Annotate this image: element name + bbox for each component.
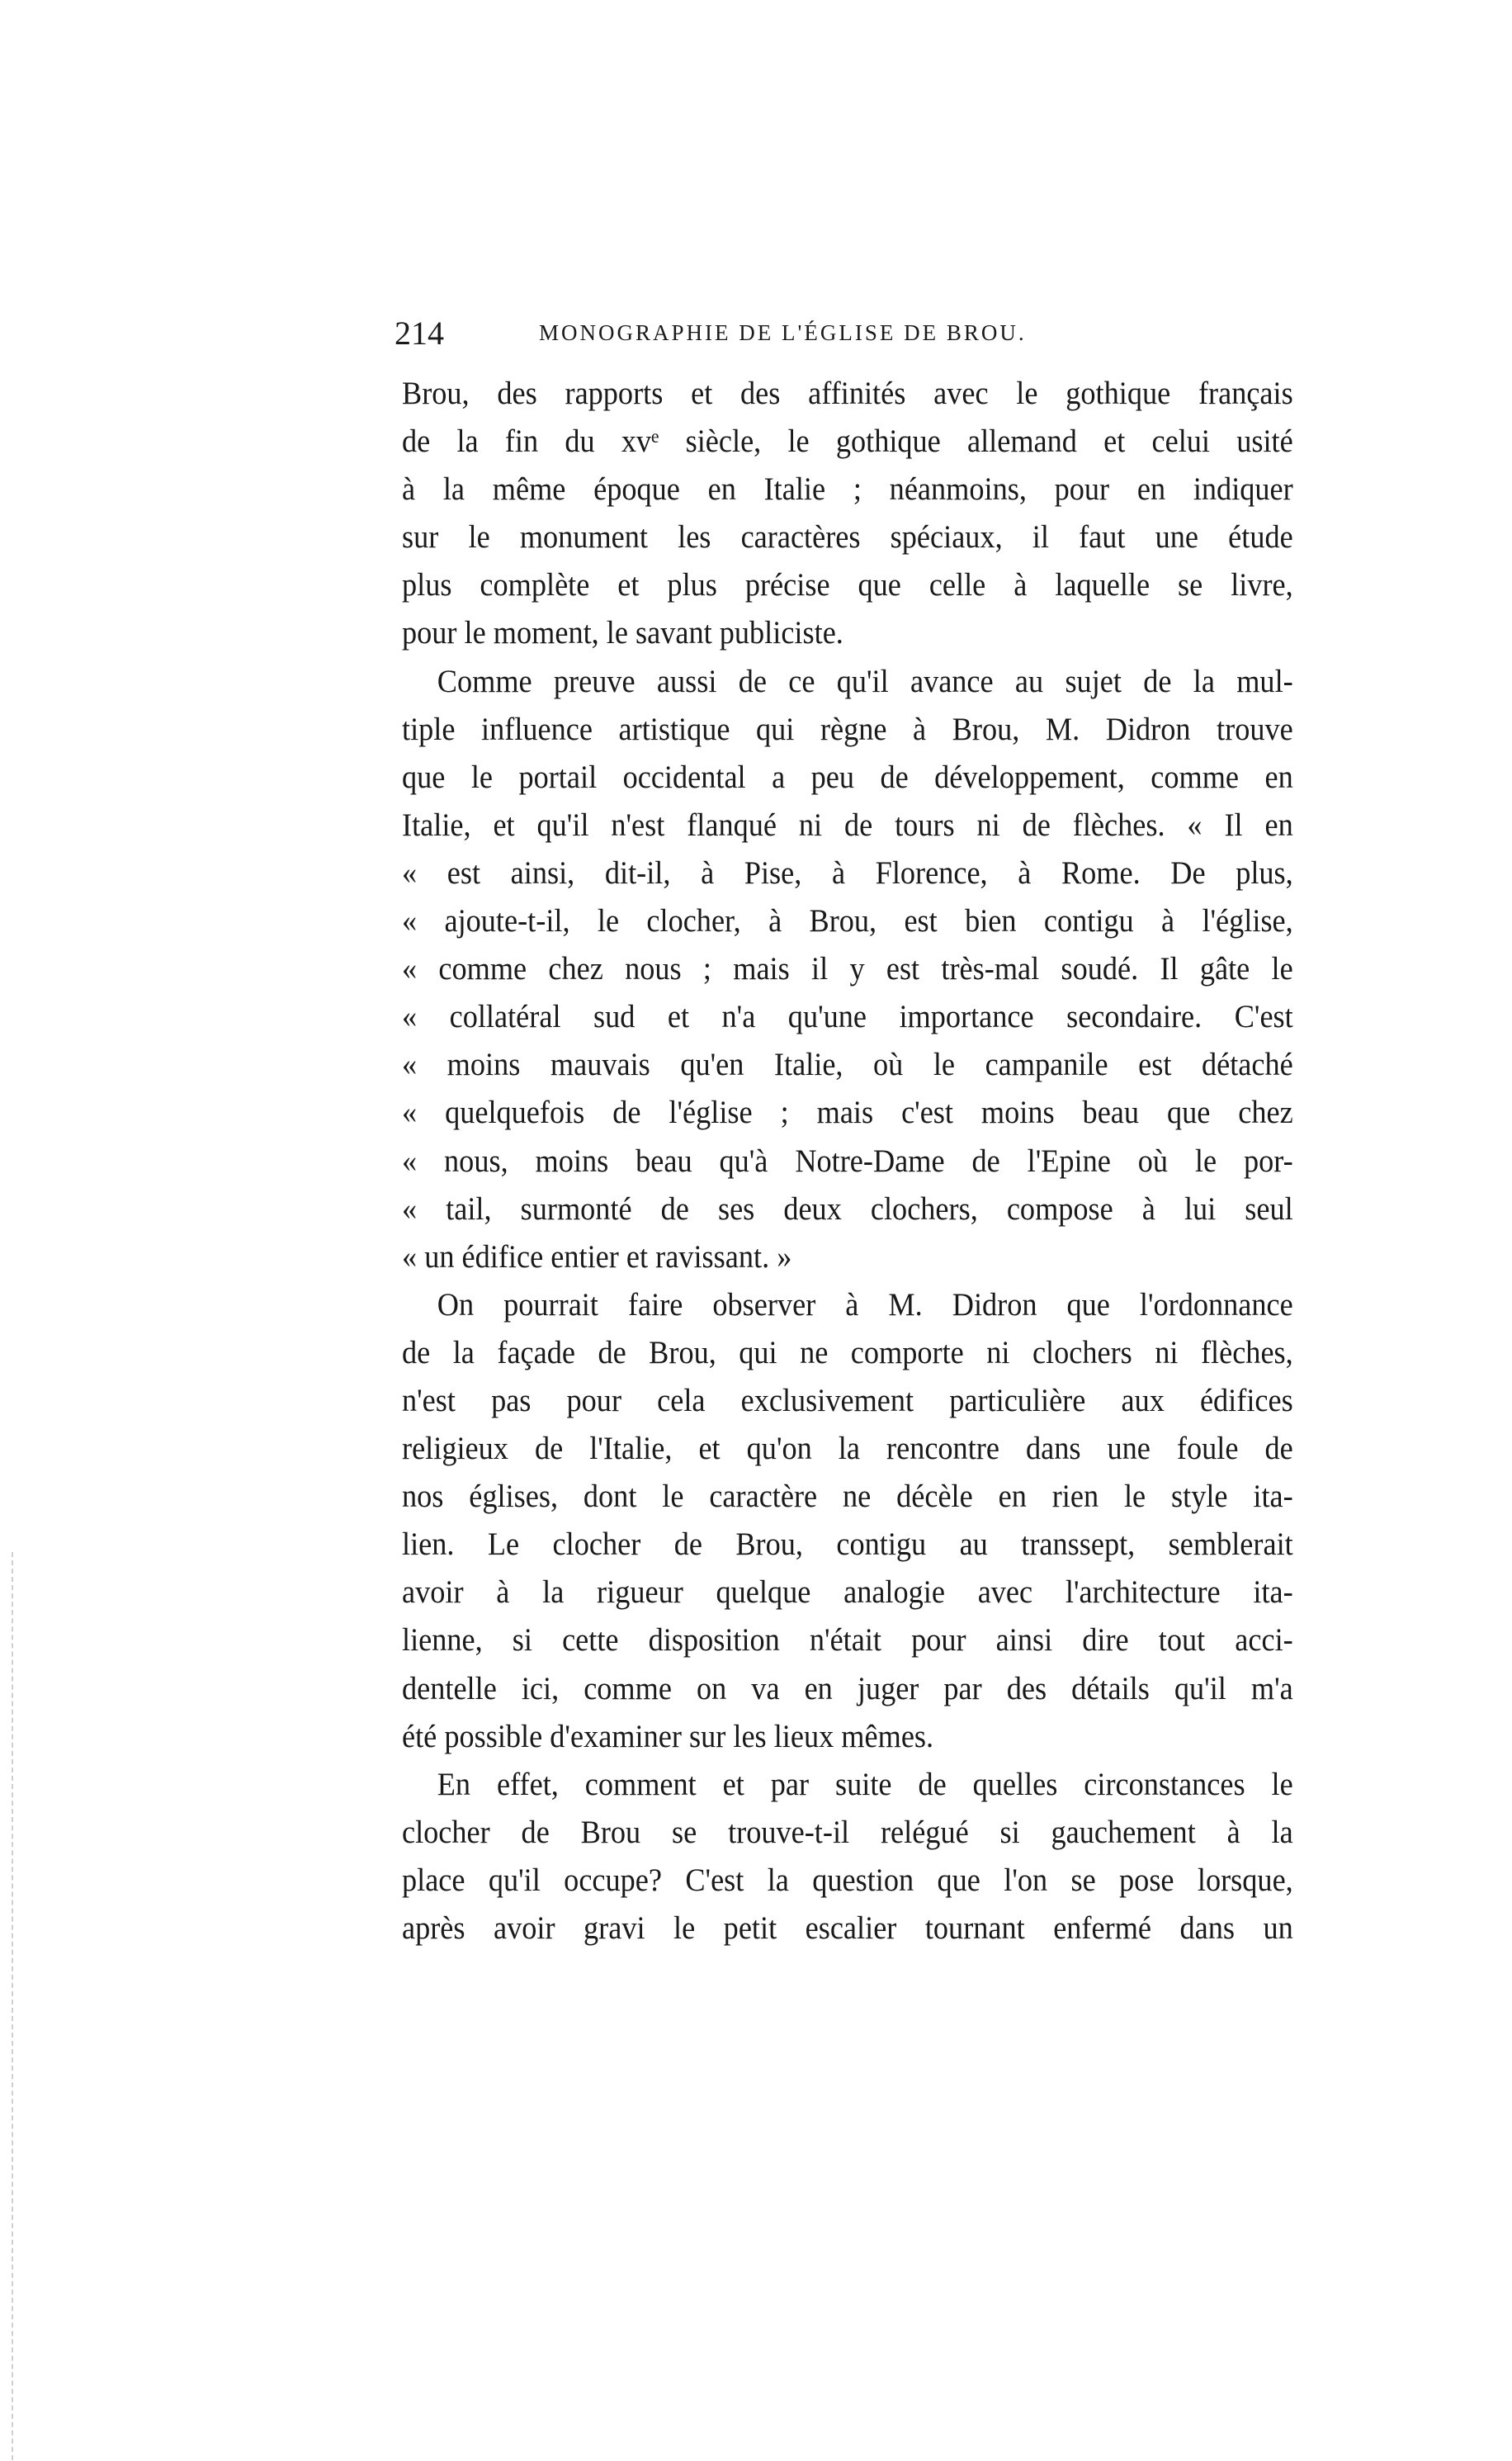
text-line: lienne, si cette disposition n'était pour ainsi dire tout acci-	[402, 1622, 1293, 1659]
text-line: n'est pas pour cela exclusivement particulière aux édifices	[402, 1382, 1293, 1418]
text-line: à la même époque en Italie ; néanmoins, pour en indiquer	[402, 471, 1293, 508]
text-line: « ajoute-t-il, le clocher, à Brou, est bien contigu à l'église,	[402, 903, 1293, 939]
text-line: sur le monument les caractères spéciaux, il faut une étude	[402, 519, 1293, 556]
text-line: après avoir gravi le petit escalier tournant enfermé dans un	[402, 1910, 1293, 1946]
text-line: tiple influence artistique qui règne à Brou, M. Didron trouve	[402, 711, 1293, 747]
text-line: lien. Le clocher de Brou, contigu au transsept, semblerait	[402, 1526, 1293, 1563]
text-line: « tail, surmonté de ses deux clochers, compose à lui seul	[402, 1190, 1293, 1227]
text-line: Comme preuve aussi de ce qu'il avance au sujet de la mul-	[437, 663, 1293, 699]
text-line: « moins mauvais qu'en Italie, où le campanile est détaché	[402, 1047, 1293, 1083]
text-line: plus complète et plus précise que celle à laquelle se livre,	[402, 567, 1293, 603]
page-header	[395, 314, 1294, 355]
text-line: « est ainsi, dit-il, à Pise, à Florence, à Rome. De plus,	[402, 854, 1293, 891]
text-line: place qu'il occupe? C'est la question que l'on se pose lorsque,	[402, 1862, 1293, 1898]
text-line: été possible d'examiner sur les lieux mêmes.	[402, 1718, 934, 1754]
text-line: de la fin du xvᵉ siècle, le gothique allemand et celui usité	[402, 424, 1293, 460]
text-line: avoir à la rigueur quelque analogie avec l'architecture ita-	[402, 1574, 1293, 1611]
text-line: de la façade de Brou, qui ne comporte ni clochers ni flèches,	[402, 1334, 1293, 1370]
text-line: « quelquefois de l'église ; mais c'est moins beau que chez	[402, 1095, 1293, 1131]
body-text	[402, 370, 1293, 1952]
text-line: « comme chez nous ; mais il y est très-mal soudé. Il gâte le	[402, 951, 1293, 987]
text-line: « nous, moins beau qu'à Notre-Dame de l'Epine où le por-	[402, 1143, 1293, 1179]
text-line: nos églises, dont le caractère ne décèle en rien le style ita-	[402, 1479, 1293, 1515]
text-line: « collatéral sud et n'a qu'une importance secondaire. C'est	[402, 999, 1293, 1035]
text-line: que le portail occidental a peu de développement, comme en	[402, 759, 1293, 795]
scan-margin-mark	[12, 1552, 13, 2460]
text-line: « un édifice entier et ravissant. »	[402, 1238, 792, 1275]
text-line: dentelle ici, comme on va en juger par des détails qu'il m'a	[402, 1670, 1293, 1706]
text-line: Italie, et qu'il n'est flanqué ni de tours ni de flèches. « Il en	[402, 807, 1293, 843]
text-line: On pourrait faire observer à M. Didron que l'ordonnance	[437, 1286, 1293, 1323]
text-line: religieux de l'Italie, et qu'on la rencontre dans une foule de	[402, 1431, 1293, 1467]
page-number: 214	[395, 315, 444, 352]
text-line: clocher de Brou se trouve-t-il relégué si gauchement à la	[402, 1814, 1293, 1850]
text-line: Brou, des rapports et des affinités avec le gothique français	[402, 376, 1293, 411]
text-line: En effet, comment et par suite de quelles circonstances le	[437, 1766, 1293, 1802]
text-line: pour le moment, le savant publiciste.	[402, 615, 843, 651]
running-title: MONOGRAPHIE DE L'ÉGLISE DE BROU.	[539, 320, 1027, 345]
